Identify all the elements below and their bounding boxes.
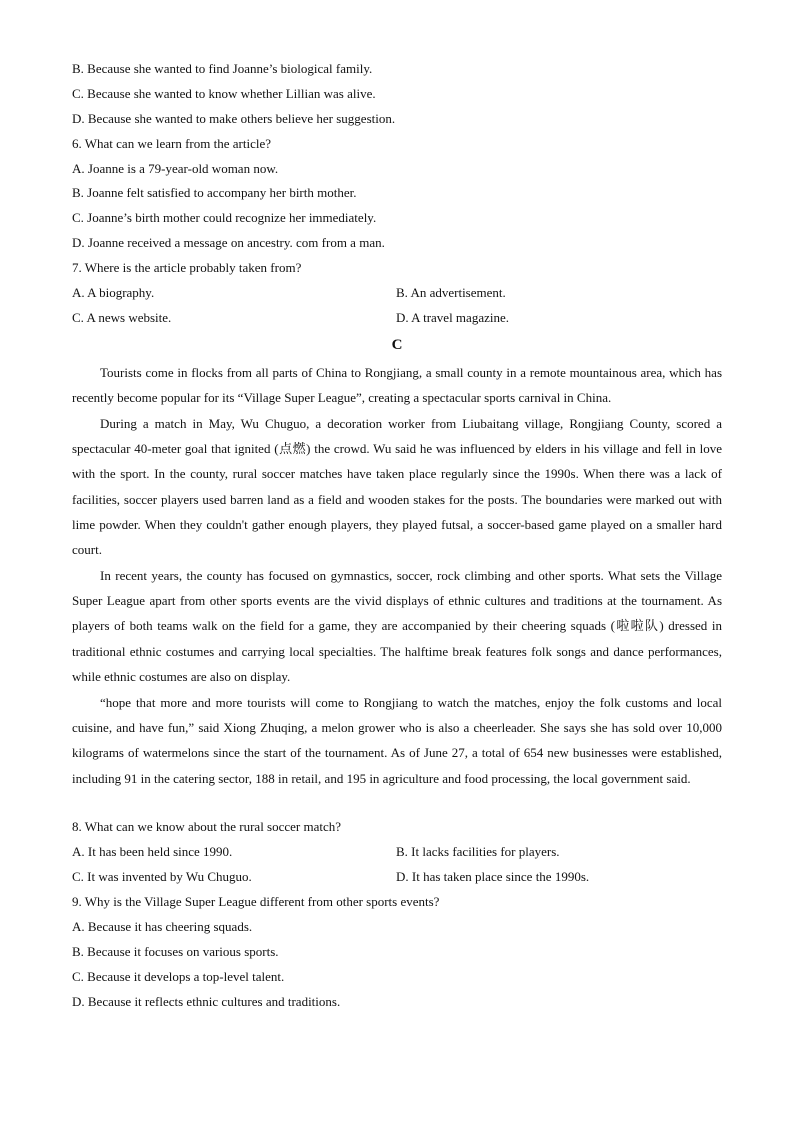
passage-paragraph: In recent years, the county has focused on gymnastics, soccer, rock climbing and other sports. What sets the Village Super League apart from other sports events are the vivid displays of ethnic cultures and traditions at the tournament. As players of both teams walk on the field for a game, they are accompanied by their cheering squads (啦啦队) dressed in traditional ethnic costumes and carrying local specialties. The halftime break features folk songs and dance performances, while ethnic costumes are also on display. — [72, 568, 722, 684]
q8-option-c: C. It was invented by Wu Chuguo. — [72, 869, 252, 884]
q9-option-a: A. Because it has cheering squads. — [72, 919, 253, 934]
q6-stem: 6. What can we learn from the article? — [72, 136, 271, 151]
passage-paragraph: During a match in May, Wu Chuguo, a decoration worker from Liubaitang village, Rongjiang County, scored a spectacular 40-meter goal that ignited (点燃) the crowd. Wu said he was influenced by elders in his village and fell in love with the sport. In the county, rural soccer matches have taken place regularly since the 1990s. When there was a lack of facilities, soccer players used barren land as a field and wooden stakes for the posts. The boundaries were marked out with lime powder. When they couldn't gather enough players, they played futsal, a soccer-based game played on a smaller hard court. — [72, 416, 722, 558]
q9-stem: 9. Why is the Village Super League different from other sports events? — [72, 894, 440, 909]
q9-option-b: B. Because it focuses on various sports. — [72, 944, 279, 959]
q5-option-d: D. Because she wanted to make others believe her suggestion. — [72, 111, 396, 126]
q7-stem: 7. Where is the article probably taken from? — [72, 260, 302, 275]
q8-option-d: D. It has taken place since the 1990s. — [396, 869, 590, 884]
q8-option-b: B. It lacks facilities for players. — [396, 844, 560, 859]
q9-option-d: D. Because it reflects ethnic cultures and traditions. — [72, 994, 341, 1009]
passage-paragraph: “hope that more and more tourists will come to Rongjiang to watch the matches, enjoy the folk customs and local cuisine, and have fun,” said Xiong Zhuqing, a melon grower who is also a cheerleader. She says she has sold over 10,000 kilograms of watermelons since the start of the tournament. As of June 27, a total of 654 new businesses were established, including 91 in the catering sector, 188 in retail, and 195 in agriculture and food processing, the local government said. — [72, 695, 722, 786]
q5-option-c: C. Because she wanted to know whether Lillian was alive. — [72, 86, 376, 101]
q9-option-c: C. Because it develops a top-level talent. — [72, 969, 285, 984]
q6-option-d: D. Joanne received a message on ancestry. com from a man. — [72, 235, 385, 250]
q7-option-d: D. A travel magazine. — [396, 310, 509, 325]
q6-option-b: B. Joanne felt satisfied to accompany her birth mother. — [72, 185, 357, 200]
q7-option-c: C. A news website. — [72, 310, 172, 325]
q8-option-a: A. It has been held since 1990. — [72, 844, 233, 859]
q6-option-c: C. Joanne’s birth mother could recognize her immediately. — [72, 210, 377, 225]
q7-option-a: A. A biography. — [72, 285, 155, 300]
q8-stem: 8. What can we know about the rural soccer match? — [72, 819, 342, 834]
section-heading: C — [391, 337, 403, 353]
q7-option-b: B. An advertisement. — [396, 285, 506, 300]
q6-option-a: A. Joanne is a 79-year-old woman now. — [72, 161, 279, 176]
q5-option-b: B. Because she wanted to find Joanne’s biological family. — [72, 61, 373, 76]
passage-paragraph: Tourists come in flocks from all parts of China to Rongjiang, a small county in a remote mountainous area, which has recently become popular for its “Village Super League”, creating a spectacular sports carnival in China. — [72, 365, 722, 406]
